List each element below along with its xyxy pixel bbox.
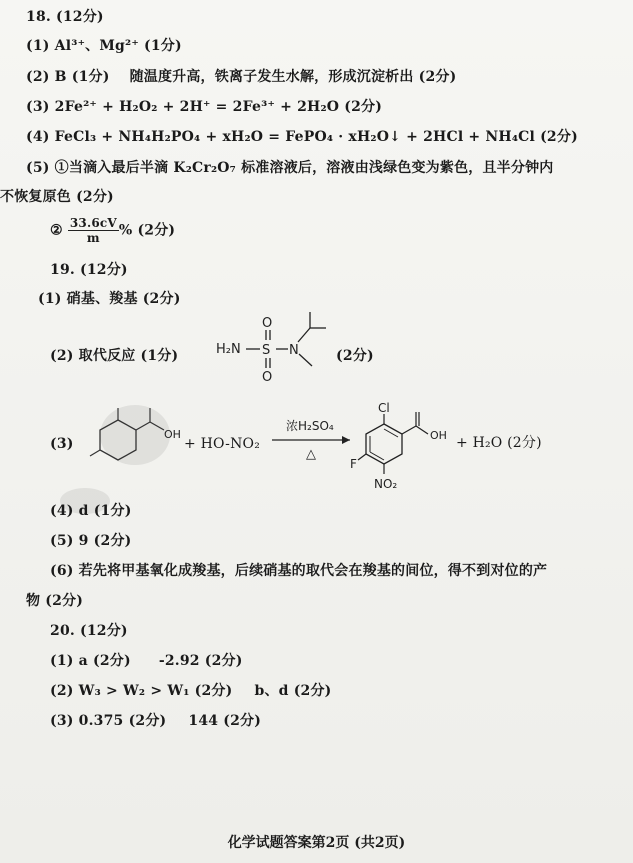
q18-part1: (1) Al³⁺、Mg²⁺ (1分) <box>26 38 182 54</box>
cl-label: Cl <box>378 401 390 415</box>
condition-bottom: △ <box>306 447 316 462</box>
condition-top: 浓H₂SO₄ <box>286 419 334 433</box>
page-footer: 化学试题答案第2页 (共2页) <box>227 835 406 851</box>
oh-label: OH <box>164 428 181 441</box>
q19-part3-product: + H₂O (2分) <box>456 435 542 451</box>
no2-label: NO₂ <box>374 477 398 491</box>
bond <box>299 354 312 366</box>
bond <box>416 426 428 434</box>
product-structure <box>350 396 460 496</box>
q18-part5-formula <box>50 216 175 245</box>
q19-part1: (1) 硝基、羧基 (2分) <box>38 291 181 307</box>
bond <box>136 422 150 430</box>
nitric-acid-reagent: + HO-NO₂ <box>184 436 261 452</box>
q19-part2-score: (2分) <box>336 348 374 364</box>
circle-two-marker: ② <box>50 222 63 239</box>
fraction-denominator: m <box>86 231 100 245</box>
q18-part4: (4) FeCl₃ + NH₄H₂PO₄ + xH₂O = FePO₄ · xH₂O↓ + 2HCl + NH₄Cl (2分) <box>26 129 578 145</box>
q19-part2: (2) 取代反应 (1分) <box>50 348 179 364</box>
h2n-label: H₂N <box>216 342 241 357</box>
benzene-ring <box>100 420 136 460</box>
bond <box>358 454 366 460</box>
q20-part1-b: -2.92 (2分) <box>158 653 243 669</box>
q19-part6-line1: (6) 若先将甲基氧化成羧基，后续硝基的取代会在羧基的间位，得不到对位的产 <box>50 563 548 579</box>
bond <box>150 422 164 430</box>
o-atom-label-top: O <box>262 316 273 331</box>
q19-part6-line2: 物 (2分) <box>26 593 84 609</box>
benzene-ring <box>366 424 402 464</box>
q20-part2-b: b、d (2分) <box>254 683 332 699</box>
q18-part3: (3) 2Fe²⁺ + H₂O₂ + 2H⁺ = 2Fe³⁺ + 2H₂O (2分) <box>26 99 383 115</box>
o-atom-label-bottom: O <box>262 370 273 385</box>
fraction-numerator: 33.6cV <box>69 216 117 230</box>
q20-part2-a: (2) W₃ > W₂ > W₁ (2分) <box>50 683 233 699</box>
bond <box>298 328 310 342</box>
q19-header: 19. (12分) <box>50 262 128 278</box>
arrow-head-icon <box>342 436 350 444</box>
aromatic-bond <box>370 452 384 460</box>
bond <box>90 450 100 456</box>
q19-part5: (5) 9 (2分) <box>50 533 132 549</box>
q18-part5-line1: (5) ①当滴入最后半滴 K₂Cr₂O₇ 标准溶液后，溶液由浅绿色变为紫色，且半分钟内 <box>26 160 554 176</box>
q20-part3-b: 144 (2分) <box>188 713 262 729</box>
q20-part2 <box>50 680 332 700</box>
q18-header: 18. (12分) <box>26 9 104 25</box>
q20-part1-a: (1) a (2分) <box>50 653 131 669</box>
reactant-structure <box>78 398 188 478</box>
reaction-arrow <box>268 414 358 464</box>
s-atom-label: S <box>262 343 271 358</box>
bond <box>402 426 416 434</box>
q18-part2-answer: (2) B (1分) <box>26 69 110 85</box>
oh-label: OH <box>430 429 447 442</box>
q19-part3-label: (3) <box>50 436 74 452</box>
q19-part4: (4) d (1分) <box>50 503 132 519</box>
n-atom-label: N <box>289 343 299 358</box>
fraction <box>68 216 119 245</box>
q20-part3 <box>50 710 261 730</box>
q18-part5-line2: 不恢复原色 (2分) <box>0 189 114 205</box>
q18-part2 <box>26 66 456 86</box>
q20-header: 20. (12分) <box>50 623 128 639</box>
fraction-suffix: % (2分) <box>118 222 176 239</box>
f-label: F <box>350 457 357 471</box>
q18-part2-reason: 随温度升高，铁离子发生水解，形成沉淀析出 (2分) <box>129 69 457 85</box>
q20-part1 <box>50 650 243 670</box>
q20-part3-a: (3) 0.375 (2分) <box>50 713 167 729</box>
